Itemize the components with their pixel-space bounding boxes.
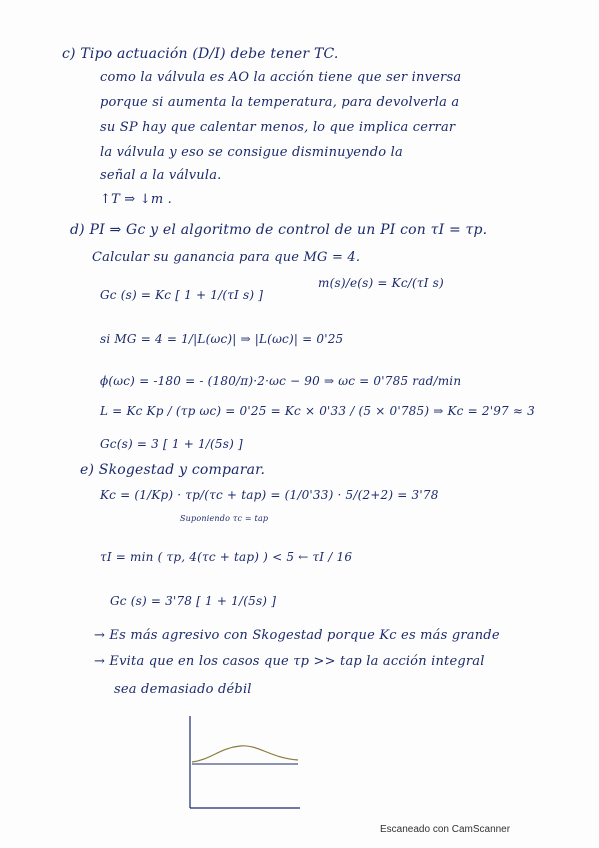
d-phase-formula: ϕ(ωc) = -180 = - (180/π)·2·ωc − 90 ⇒ ωc = 0'785 rad/min [100,374,462,388]
section-d-title: d) PI ⇒ Gc y el algoritmo de control de un PI con τI = τp. [70,222,488,238]
e-kc-formula: Kc = (1/Kp) · τp/(τc + tap) = (1/0'33) · 5/(2+2) = 3'78 [100,488,439,502]
e-ti-formula: τI = min ( τp, 4(τc + tap) ) < 5 ← τI / 16 [100,550,353,564]
d-gc-formula: Gc (s) = Kc [ 1 + 1/(τI s) ] [100,288,264,302]
e-line-1: → Es más agresivo con Skogestad porque Kc es más grande [94,628,500,643]
e-line-2: → Evita que en los casos que τp >> tap la acción integral [94,654,485,669]
d-l-formula: L = Kc Kp / (τp ωc) = 0'25 = Kc × 0'33 / (5 × 0'785) ⇒ Kc = 2'97 ≈ 3 [100,404,535,418]
section-e-title: e) Skogestad y comparar. [80,462,266,478]
c-line-4: la válvula y eso se consigue disminuyendo la [100,145,403,160]
e-line-3: sea demasiado débil [114,682,252,697]
d-line-1: Calcular su ganancia para que MG = 4. [92,250,361,265]
c-line-5: señal a la válvula. [100,168,222,183]
c-line-3: su SP hay que calentar menos, lo que implica cerrar [100,120,456,135]
e-gc-formula: Gc (s) = 3'78 [ 1 + 1/(5s) ] [110,594,277,608]
c-line-2: porque si aumenta la temperatura, para devolverla a [100,95,460,110]
section-c-title: c) Tipo actuación (D/I) debe tener TC. [62,46,339,62]
d-gc-result: Gc(s) = 3 [ 1 + 1/(5s) ] [100,437,243,451]
c-line-1: como la válvula es AO la acción tiene que ser inversa [100,70,462,85]
d-mg-formula: si MG = 4 = 1/|L(ωc)| ⇒ |L(ωc)| = 0'25 [100,332,344,346]
c-line-6: ↑T ⇒ ↓m . [100,192,173,207]
d-ms-formula: m(s)/e(s) = Kc/(τI s) [318,276,444,290]
scanner-watermark: Escaneado con CamScanner [380,824,511,835]
e-note: Suponiendo τc = tap [180,514,269,523]
